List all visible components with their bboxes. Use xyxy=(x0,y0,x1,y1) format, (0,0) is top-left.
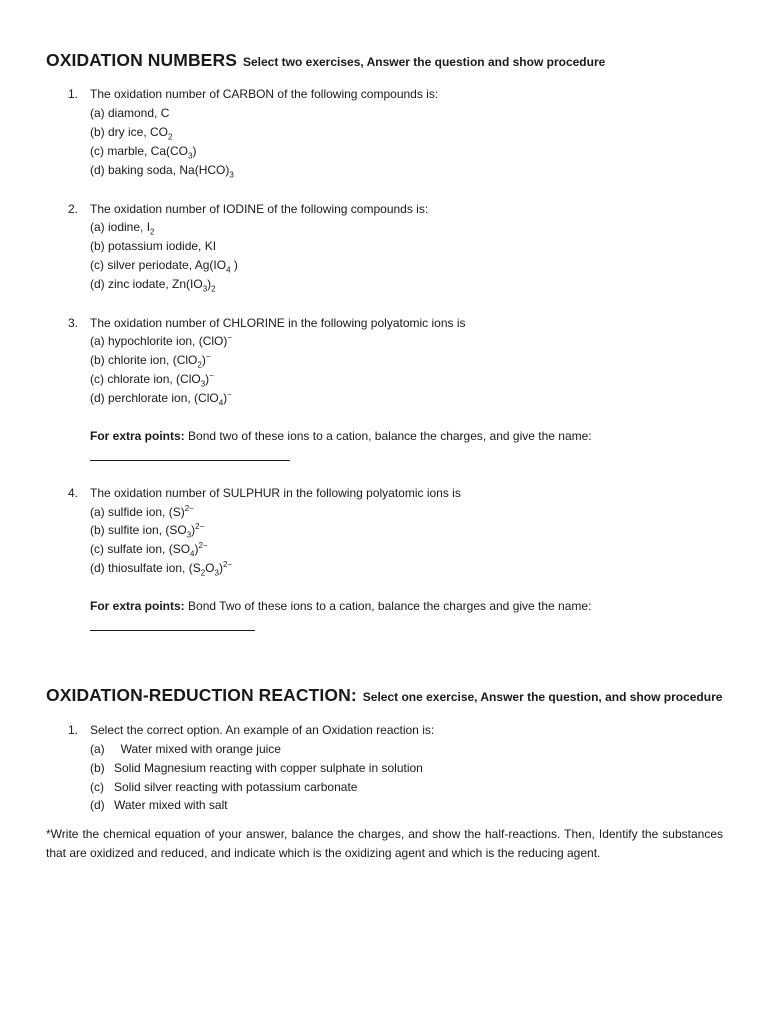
question-text: The oxidation number of CARBON of the following compounds is: xyxy=(90,87,439,101)
q1-option-b: (b) dry ice, $CO_2$ xyxy=(90,125,173,142)
question-number: 1. xyxy=(68,87,79,101)
question-3 xyxy=(68,315,466,331)
question-number: 1. xyxy=(68,723,79,737)
question-1 xyxy=(68,86,438,102)
q4-extra-points: For extra points: Bond Two of these ions to a cation, balance the charges and give the name: xyxy=(90,599,592,613)
q2-option-a: (a) iodine, $I_2$ xyxy=(90,220,155,237)
question-number: 4. xyxy=(68,486,79,500)
q3-extra-points: For extra points: Bond two of these ions to a cation, balance the charges, and give the name: xyxy=(90,429,592,443)
section-instructions: Select one exercise, Answer the question, and show procedure xyxy=(362,690,723,704)
question-text: The oxidation number of IODINE of the following compounds is: xyxy=(90,202,429,216)
q1-option-d: (d) baking soda, $Na(HCO)_3$ xyxy=(90,163,234,180)
redox-question-1 xyxy=(68,722,434,738)
q4-option-d: (d) thiosulfate ion, $(S_2O_3)^{2-}$ xyxy=(90,560,233,578)
question-text: Select the correct option. An example of an Oxidation reaction is: xyxy=(90,723,435,737)
instructions-note: *Write the chemical equation of your answer, balance the charges, and show the half-reactions. Then, Identify the substances that are oxidized and reduced, and indicate which is the oxidizing agent and which is the reducing agent. xyxy=(46,827,723,860)
section-oxidation-numbers-heading xyxy=(46,50,605,71)
question-text: The oxidation number of CHLORINE in the following polyatomic ions is xyxy=(90,316,466,330)
question-text: The oxidation number of SULPHUR in the following polyatomic ions is xyxy=(90,486,461,500)
section-redox-heading xyxy=(46,685,722,706)
q2-option-c: (c) silver periodate, $Ag(IO_4$ ) xyxy=(90,258,238,275)
q2-option-b: (b) potassium iodide, KI xyxy=(90,239,217,253)
q3-option-a: (a) hypochlorite ion, (ClO)− xyxy=(90,333,233,348)
question-2 xyxy=(68,201,428,217)
q4-option-a: (a) sulfide ion, $(S)^{2-}$ xyxy=(90,504,194,519)
section-instructions: Select two exercises, Answer the question and show procedure xyxy=(242,55,606,69)
q3-answer-line[interactable] xyxy=(90,460,290,461)
question-number: 3. xyxy=(68,316,79,330)
q3-option-d: (d) perchlorate ion, (ClO$_4$)− xyxy=(90,390,232,408)
q1-option-a: (a) diamond, C xyxy=(90,106,170,120)
redox-option-a: (a) Water mixed with orange juice xyxy=(90,742,281,756)
question-4 xyxy=(68,485,461,501)
q1-option-c: (c) marble, $Ca(CO_3)$ xyxy=(90,144,197,161)
q3-option-c: (c) chlorate ion, (ClO$_3$)− xyxy=(90,371,214,389)
section-title: OXIDATION-REDUCTION REACTION: xyxy=(46,685,357,705)
q3-option-b: (b) chlorite ion, (ClO$_2$)− xyxy=(90,352,211,370)
question-number: 2. xyxy=(68,202,79,216)
q4-option-b: (b) sulfite ion, $(SO_3)^{2-}$ xyxy=(90,522,205,540)
redox-option-d: (d) Water mixed with salt xyxy=(90,798,228,812)
q4-option-c: (c) sulfate ion, $(SO_4)^{2-}$ xyxy=(90,541,208,559)
q2-option-d: (d) zinc iodate, $Zn(IO_3)_2$ xyxy=(90,277,216,294)
redox-option-b: (b) Solid Magnesium reacting with copper sulphate in solution xyxy=(90,761,423,775)
redox-option-c: (c) Solid silver reacting with potassium carbonate xyxy=(90,780,358,794)
q4-answer-line[interactable] xyxy=(90,630,255,631)
section-title: OXIDATION NUMBERS xyxy=(46,50,237,70)
